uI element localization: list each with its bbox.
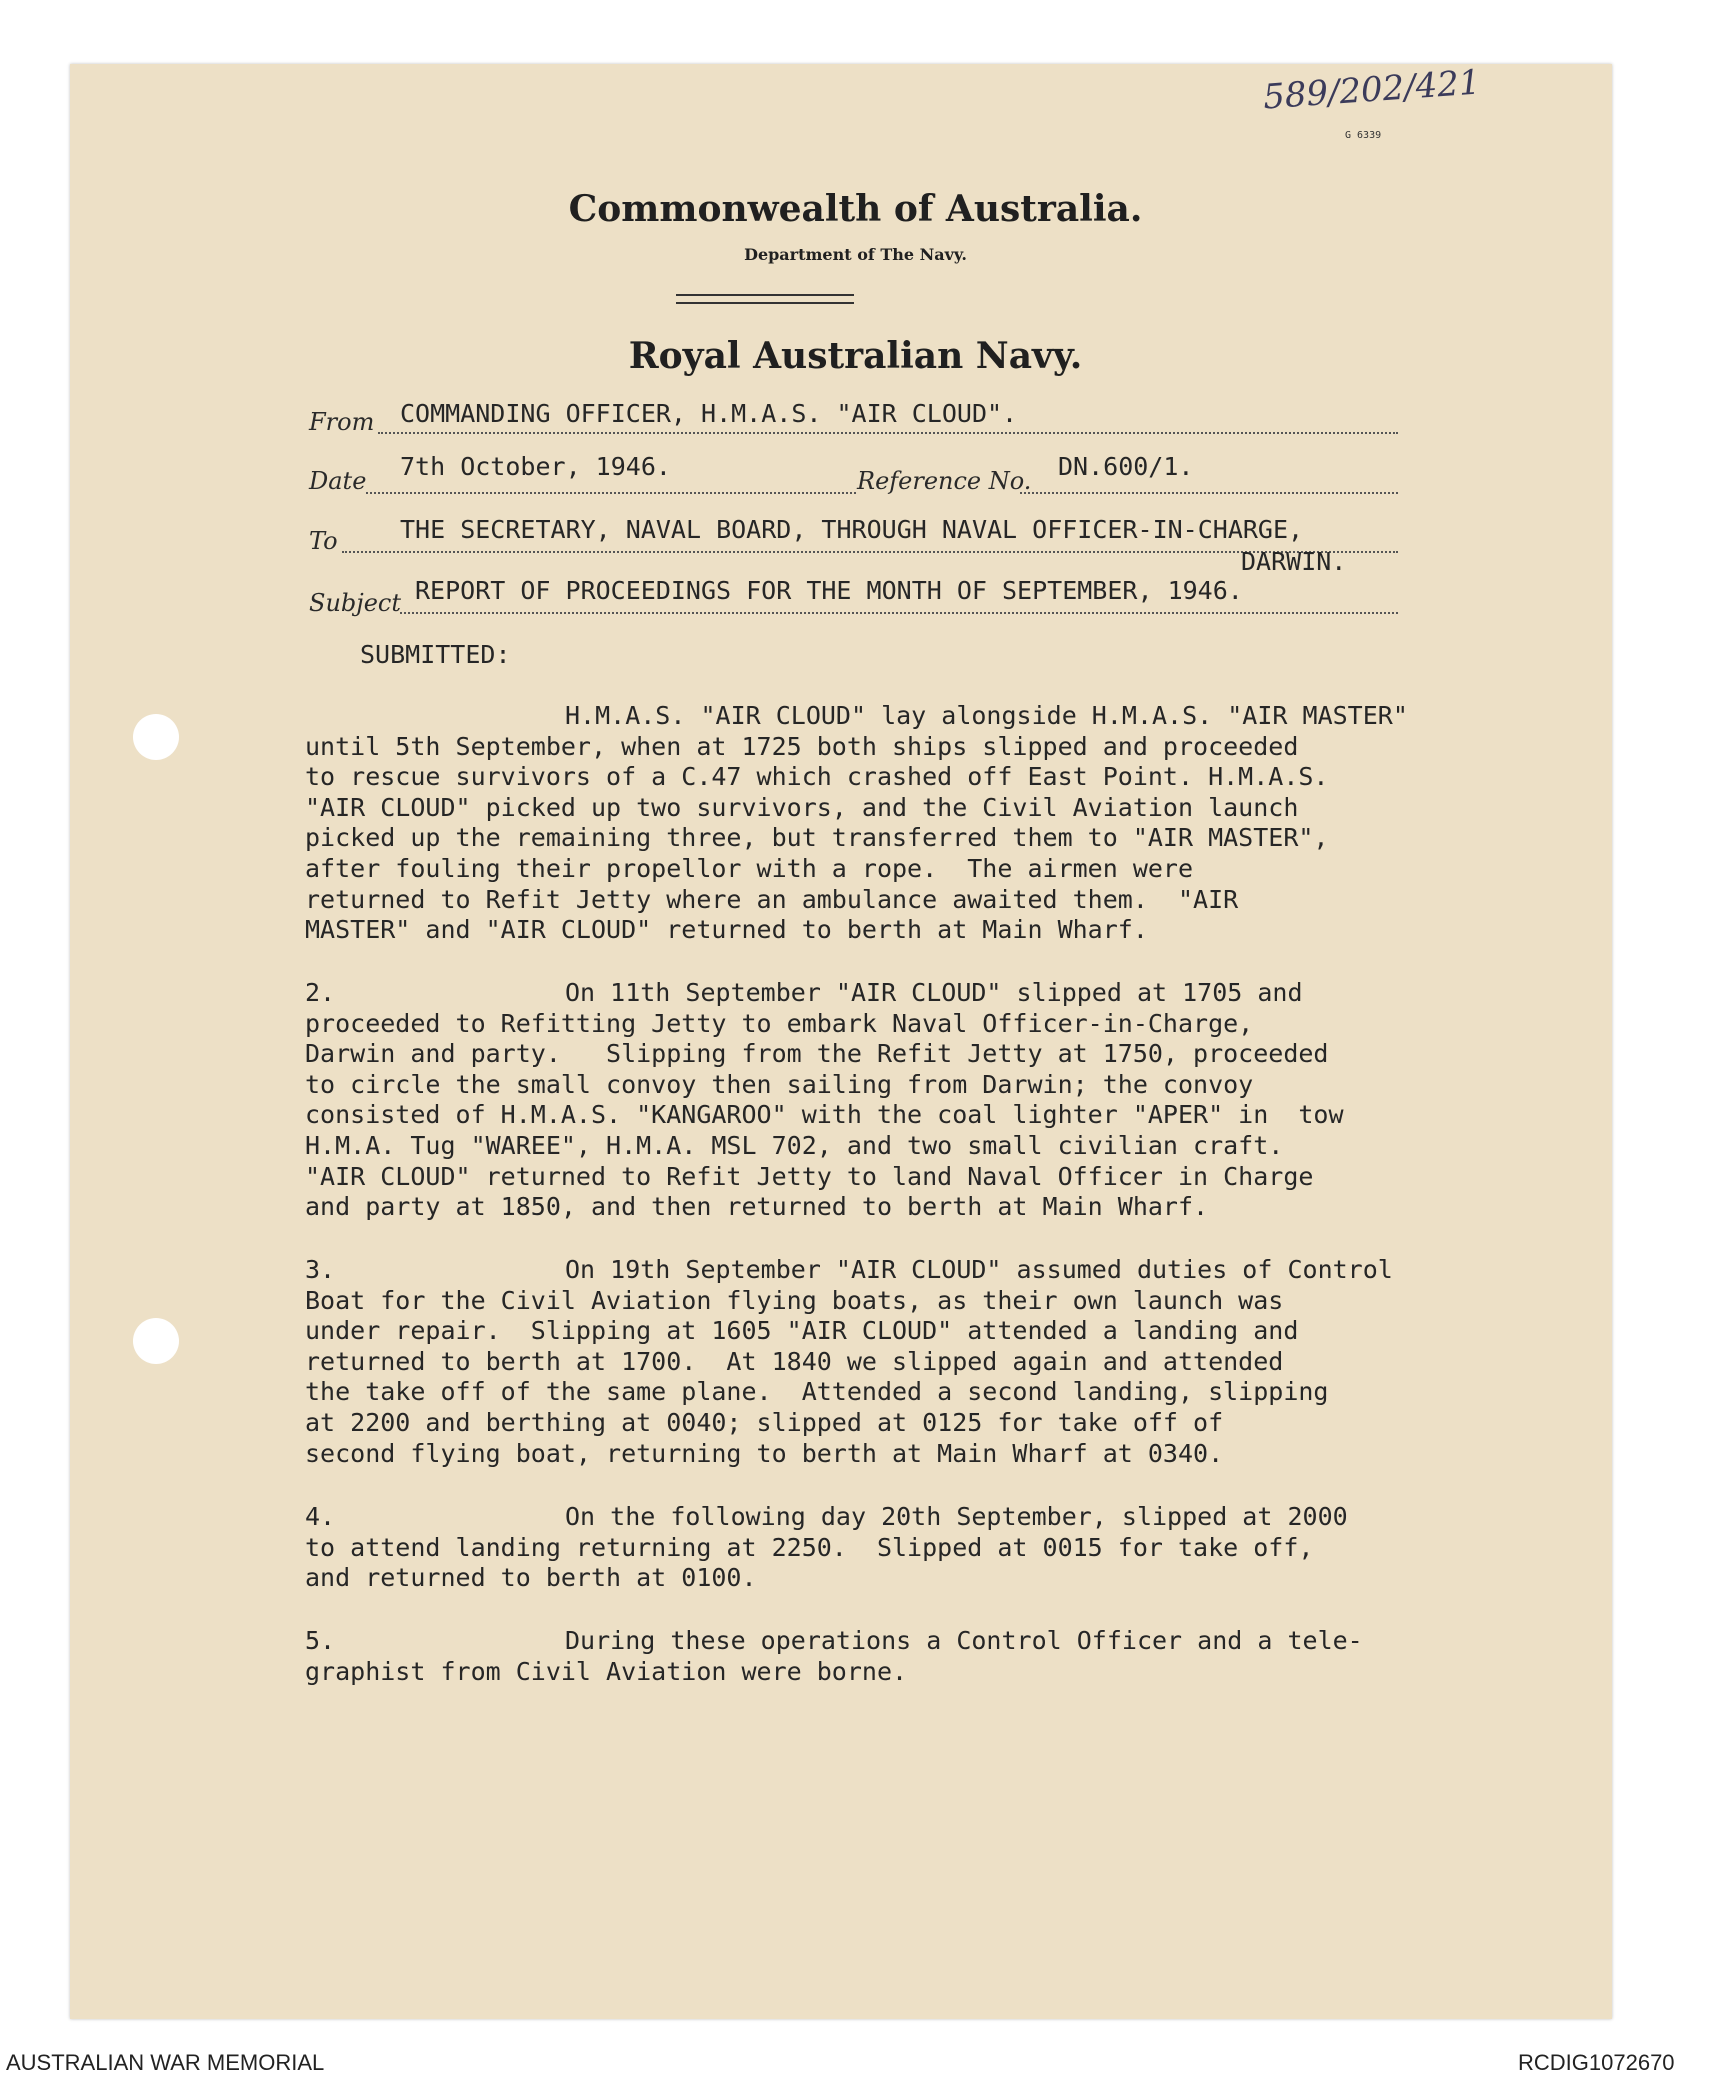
- from-dotted-line: [378, 432, 1398, 434]
- letterhead-rule-top: [676, 294, 854, 296]
- paragraph-line: returned to Refit Jetty where an ambulance awaited them. "AIR: [305, 884, 1239, 914]
- paragraph-line: graphist from Civil Aviation were borne.: [305, 1656, 908, 1686]
- paragraph-line: During these operations a Control Officer and a tele-: [565, 1626, 1363, 1655]
- paragraph-line: returned to berth at 1700. At 1840 we slipped again and attended: [305, 1346, 1284, 1376]
- to-label: To: [309, 527, 338, 555]
- paragraph-5: [305, 1626, 1363, 1687]
- paragraph-line: "AIR CLOUD" picked up two survivors, and the Civil Aviation launch: [305, 792, 1299, 822]
- date-dotted-line: [366, 492, 856, 494]
- paragraph-line: and returned to berth at 0100.: [305, 1563, 757, 1593]
- paragraph-line: proceeded to Refitting Jetty to embark Naval Officer-in-Charge,: [305, 1008, 1254, 1038]
- paragraph-line: the take off of the same plane. Attended a second landing, slipping: [305, 1377, 1329, 1407]
- footer-record-id: RCDIG1072670: [1518, 2050, 1675, 2075]
- footer-archive-name: AUSTRALIAN WAR MEMORIAL: [6, 2050, 325, 2075]
- paragraph-line: under repair. Slipping at 1605 "AIR CLOUD" attended a landing and: [305, 1316, 1299, 1346]
- reference-value: DN.600/1.: [1058, 452, 1194, 481]
- letterhead-navy: Royal Australian Navy.: [628, 335, 1083, 377]
- paragraph-line: On 19th September "AIR CLOUD" assumed duties of Control: [565, 1255, 1393, 1284]
- to-dotted-line: [342, 551, 1398, 553]
- paragraph-line: to circle the small convoy then sailing from Darwin; the convoy: [305, 1069, 1254, 1099]
- small-stamp-reference: G 6339: [1345, 130, 1382, 141]
- paragraph-line: MASTER" and "AIR CLOUD" returned to berth at Main Wharf.: [305, 915, 1148, 945]
- subject-label: Subject: [309, 589, 401, 617]
- paragraph-line: On the following day 20th September, slipped at 2000: [565, 1502, 1348, 1531]
- paragraph-line: at 2200 and berthing at 0040; slipped at 0125 for take off of: [305, 1407, 1224, 1437]
- paragraph-4: [305, 1502, 1348, 1594]
- paragraph-line: picked up the remaining three, but transferred them to "AIR MASTER",: [305, 823, 1329, 853]
- from-value: COMMANDING OFFICER, H.M.A.S. "AIR CLOUD".: [400, 399, 1018, 428]
- to-value-continued: DARWIN.: [1241, 547, 1347, 576]
- letterhead-commonwealth: Commonwealth of Australia.: [568, 188, 1143, 230]
- letterhead-department: Department of The Navy.: [744, 245, 967, 264]
- punch-hole-top: [133, 714, 179, 760]
- paragraph-3: [305, 1255, 1393, 1469]
- to-value: THE SECRETARY, NAVAL BOARD, THROUGH NAVAL OFFICER-IN-CHARGE,: [400, 515, 1304, 544]
- paragraph-line: until 5th September, when at 1725 both ships slipped and proceeded: [305, 731, 1299, 761]
- paragraph-line: to attend landing returning at 2250. Slipped at 0015 for take off,: [305, 1532, 1314, 1562]
- submitted-heading: SUBMITTED:: [360, 640, 511, 669]
- paragraph-line: second flying boat, returning to berth at Main Wharf at 0340.: [305, 1438, 1224, 1468]
- paragraph-2: [305, 978, 1344, 1223]
- handwritten-reference: 589/202/421: [1261, 62, 1482, 118]
- subject-dotted-line: [400, 612, 1398, 614]
- paragraph-line: Boat for the Civil Aviation flying boats, as their own launch was: [305, 1285, 1284, 1315]
- from-label: From: [309, 408, 375, 436]
- date-value: 7th October, 1946.: [400, 452, 671, 481]
- date-label: Date: [309, 467, 367, 495]
- paragraph-line: H.M.A. Tug "WAREE", H.M.A. MSL 702, and two small civilian craft.: [305, 1130, 1284, 1160]
- paragraph-line: On 11th September "AIR CLOUD" slipped at 1705 and: [565, 978, 1303, 1007]
- reference-label: Reference No.: [857, 467, 1032, 495]
- paragraph-number: 3.: [305, 1255, 336, 1284]
- paragraph-line: Darwin and party. Slipping from the Refit Jetty at 1750, proceeded: [305, 1039, 1329, 1069]
- paragraph-number: 2.: [305, 978, 336, 1007]
- punch-hole-bottom: [133, 1318, 179, 1364]
- reference-dotted-line: [1020, 492, 1398, 494]
- paragraph-line: to rescue survivors of a C.47 which crashed off East Point. H.M.A.S.: [305, 762, 1329, 792]
- paragraph-1: [305, 701, 1408, 946]
- subject-value: REPORT OF PROCEEDINGS FOR THE MONTH OF SEPTEMBER, 1946.: [415, 576, 1243, 605]
- paragraph-number: 5.: [305, 1626, 336, 1655]
- paragraph-line: H.M.A.S. "AIR CLOUD" lay alongside H.M.A.S. "AIR MASTER": [565, 701, 1408, 730]
- paragraph-line: "AIR CLOUD" returned to Refit Jetty to land Naval Officer in Charge: [305, 1161, 1314, 1191]
- paragraph-line: after fouling their propellor with a rope. The airmen were: [305, 853, 1194, 883]
- paragraph-number: 4.: [305, 1502, 336, 1531]
- letterhead-rule-bottom: [676, 302, 854, 304]
- paragraph-line: and party at 1850, and then returned to berth at Main Wharf.: [305, 1192, 1209, 1222]
- paragraph-line: consisted of H.M.A.S. "KANGAROO" with the coal lighter "APER" in tow: [305, 1100, 1344, 1130]
